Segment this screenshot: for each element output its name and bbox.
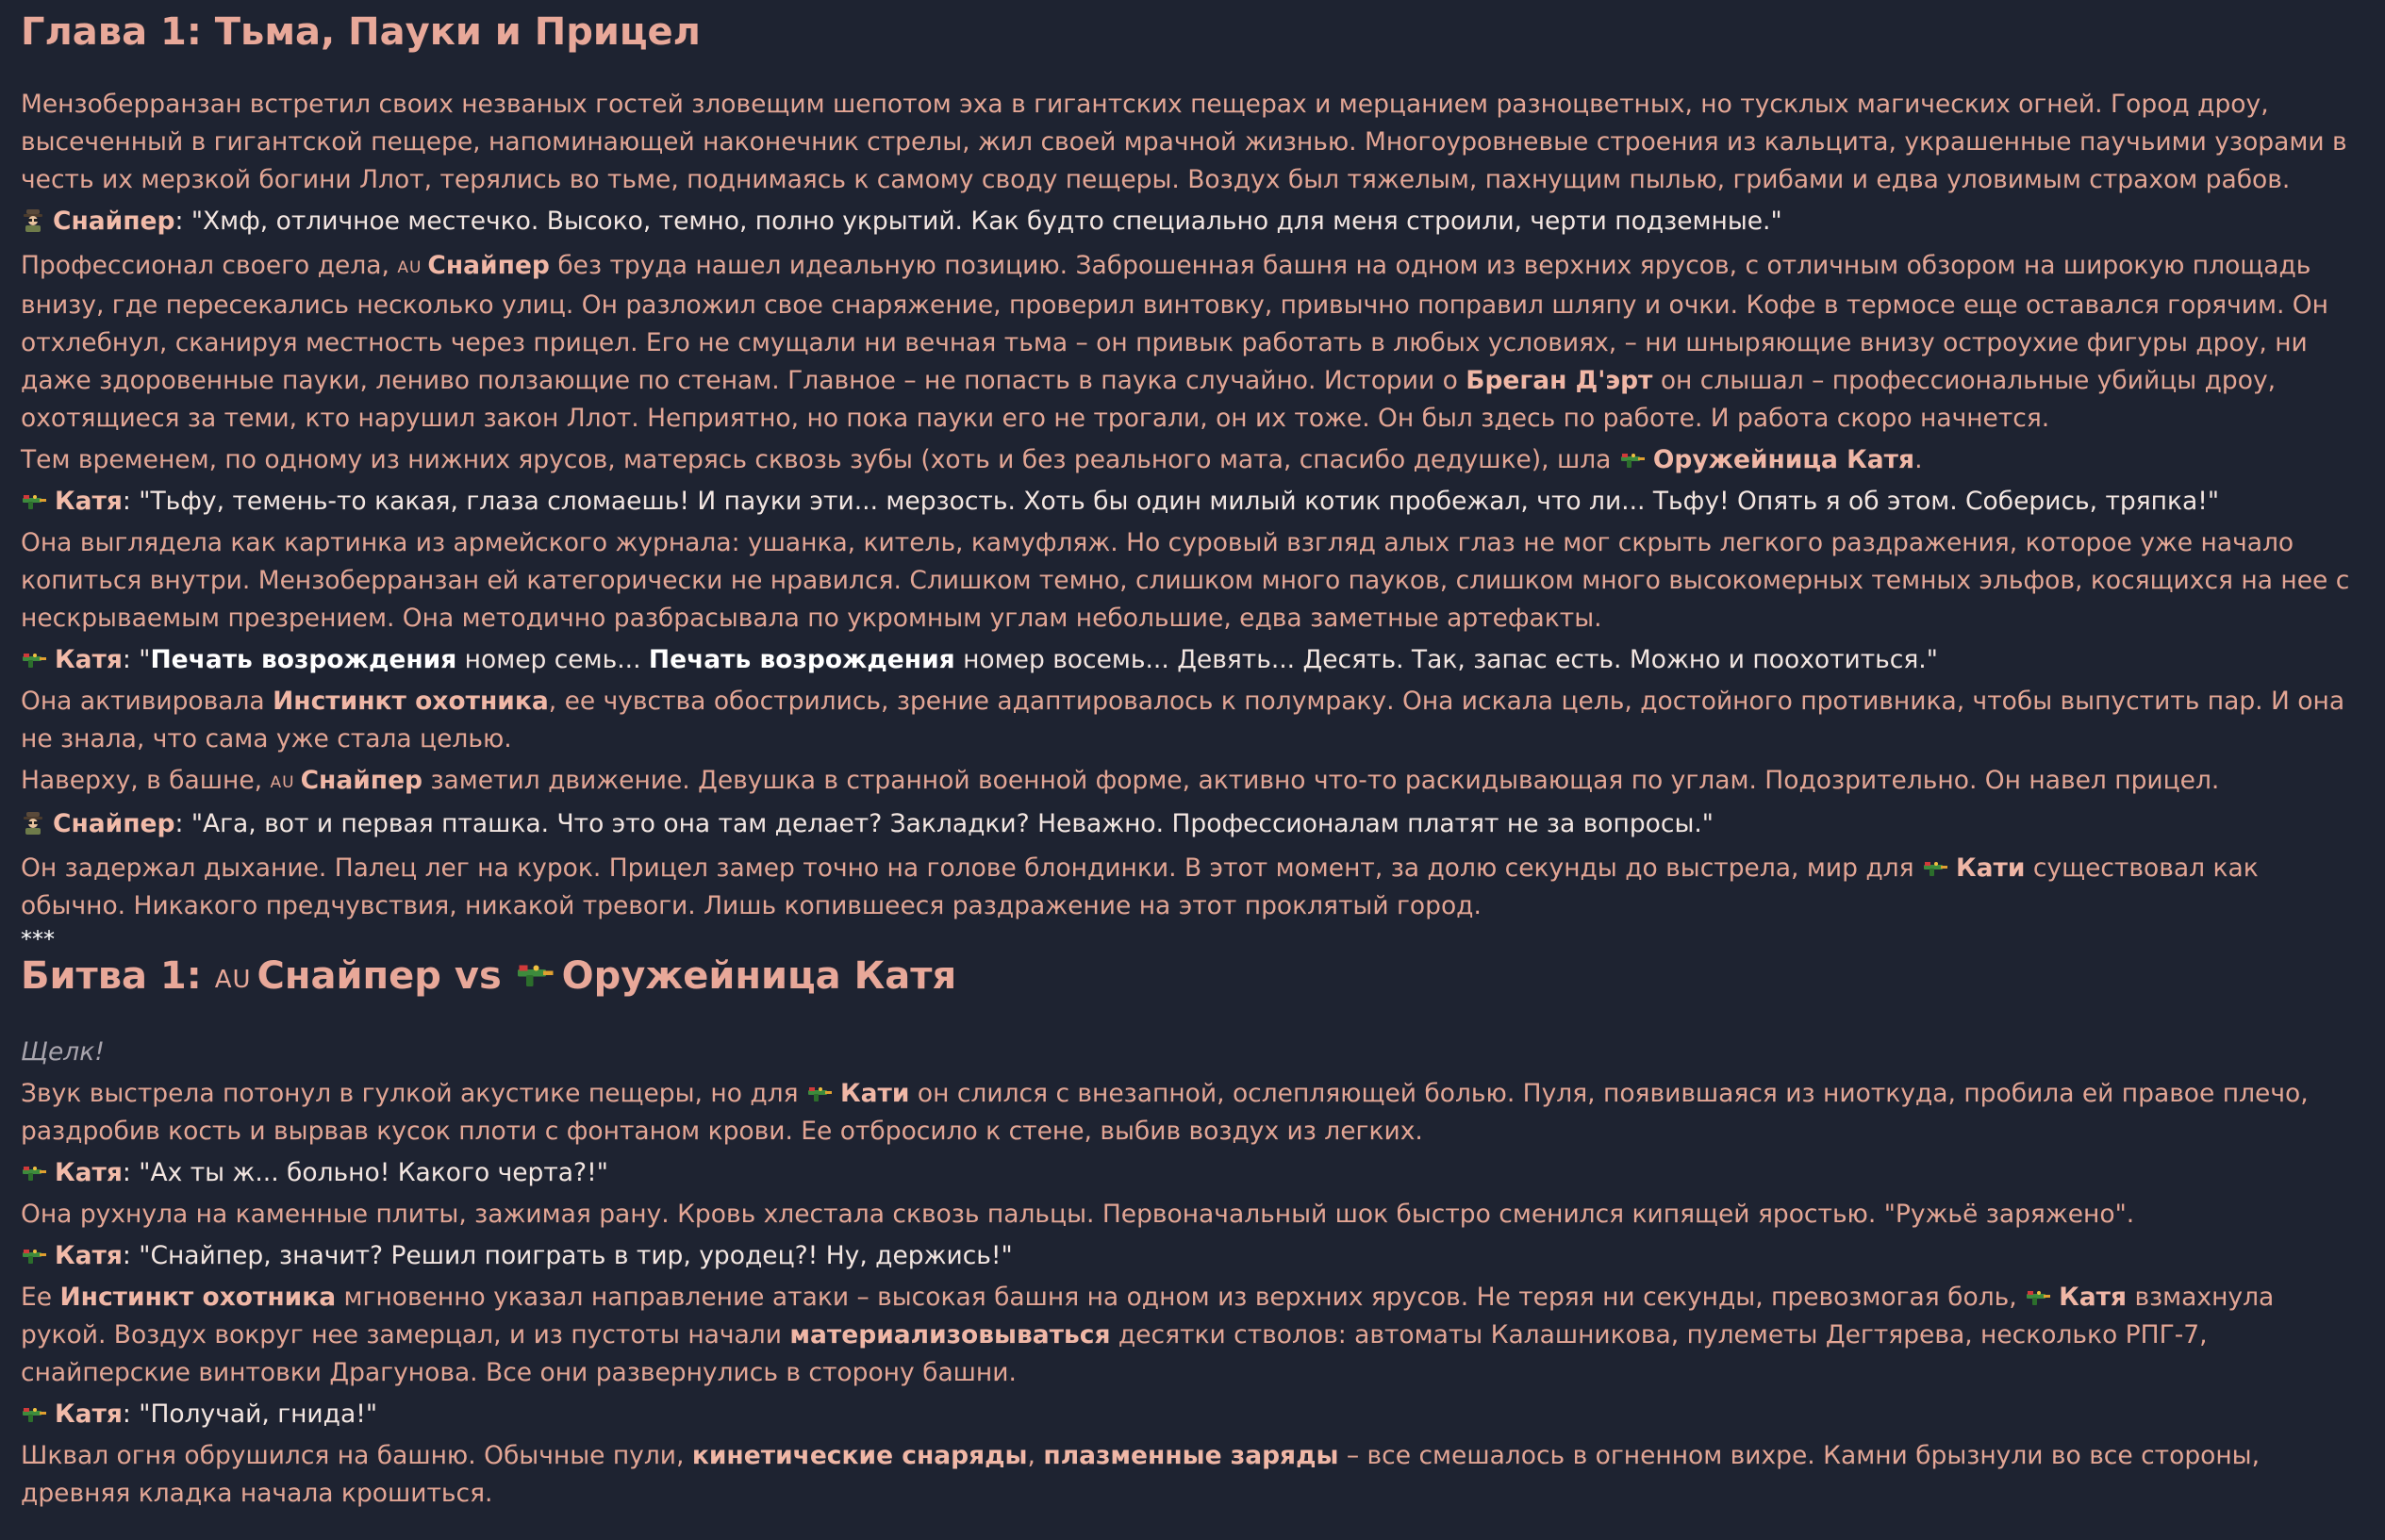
gun-icon bbox=[21, 1404, 47, 1425]
speech-text: : "Тьфу, темень-то какая, глаза сломаешь! И пауки эти... мерзость. Хоть бы один милый котик пробежал, что ли... Тьфу! Опять я об этом. Соберись, тряпка!" bbox=[122, 487, 2220, 516]
faction-name: Бреган Д'эрт bbox=[1466, 366, 1653, 395]
speech-text: : "Получай, гнида!" bbox=[122, 1399, 378, 1429]
character-name: Кати bbox=[1955, 853, 2026, 883]
dialogue-line bbox=[21, 1237, 2364, 1275]
gun-icon bbox=[21, 1163, 47, 1184]
text-span: номер восемь... Девять... Десять. Так, запас есть. Можно и поохотиться." bbox=[954, 645, 1938, 674]
speech-text: : "Ага, вот и первая пташка. Что это она там делает? Закладки? Неважно. Профессионалам платят не за вопросы." bbox=[174, 809, 1714, 838]
text-span: . bbox=[1914, 445, 1923, 474]
paragraph: Мензоберранзан встретил своих незваных гостей зловещим шепотом эха в гигантских пещерах и мерцанием разноцветных, но тусклых магических огней. Город дроу, высеченный в гигантской пещере, напоминающей наконечник стрелы, жил своей мрачной жизнью. Многоуровневые строения из кальцита, украшенные паучьими узорами в честь их мерзкой богини Ллот, терялись во тьме, поднимаясь к самому своду пещеры. Воздух был тяжелым, пахнущим пылью, грибами и едва уловимым страхом рабов. bbox=[21, 90, 2347, 194]
gun-icon bbox=[21, 650, 47, 671]
dialogue-line bbox=[21, 203, 2364, 243]
speaker-name: Катя bbox=[55, 487, 123, 516]
text-span: , ее чувства обострились, зрение адаптировалось к полумраку. Она искала цель, достойного противника, чтобы выпустить пар. И она не знала, что сама уже стала целью. bbox=[21, 687, 2345, 753]
dialogue-line bbox=[21, 1396, 2364, 1433]
au-badge: AU bbox=[397, 258, 422, 277]
text-span: Шквал огня обрушился на башню. Обычные пули, bbox=[21, 1441, 692, 1470]
keyword: материализовываться bbox=[789, 1320, 1111, 1350]
text-span: заметил движение. Девушка в странной военной форме, активно что-то раскидывающая по углам. Подозрительно. Он навел прицел. bbox=[422, 766, 2220, 795]
chapter-title: Глава 1: Тьма, Пауки и Прицел bbox=[21, 10, 701, 54]
dialogue-line bbox=[21, 1154, 2364, 1192]
text-span: Наверху, в башне, bbox=[21, 766, 271, 795]
battle-title-vs: vs bbox=[440, 954, 515, 998]
dialogue-line bbox=[21, 641, 2364, 679]
text-span: : " bbox=[122, 645, 151, 674]
text-span: Она активировала bbox=[21, 687, 273, 716]
speech-text: : "Ах ты ж... больно! Какого черта?!" bbox=[122, 1158, 608, 1187]
au-badge: AU bbox=[270, 773, 295, 792]
section-divider: *** bbox=[21, 926, 55, 952]
text-span: Звук выстрела потонул в гулкой акустике пещеры, но для bbox=[21, 1079, 806, 1108]
text-span: – все смешалось в огненном вихре. Камни брызнули во все стороны, древняя кладка начала крошиться. bbox=[21, 1441, 2261, 1508]
paragraph bbox=[21, 1279, 2364, 1392]
battle-title-sniper: Снайпер bbox=[257, 954, 441, 998]
gun-icon bbox=[1619, 450, 1646, 471]
text-span: без труда нашел идеальную позицию. Заброшенная башня на одном из верхних ярусов, с отличным обзором на широкую площадь внизу, где пересекались несколько улиц. Он разложил свое снаряжение, проверил винтовку, привычно поправил шляпу и очки. Кофе в термосе еще оставался горячим. Он отхлебнул, сканируя местность через прицел. Его не смущали ни вечная тьма – он привык работать в любых условиях, – ни шныряющие внизу остроухие фигуры дроу, ни даже здоровенные пауки, лениво ползающие по стенам. Главное – не попасть в паука случайно. Истории о bbox=[21, 251, 2328, 395]
gun-icon bbox=[806, 1084, 833, 1104]
text-span: он слышал – профессиональные убийцы дроу, охотящиеся за теми, кто нарушил закон Ллот. Неприятно, но пока пауки его не трогали, он их тоже. Он был здесь по работе. И работа скоро начнется. bbox=[21, 366, 2277, 433]
text-span: , bbox=[1027, 1441, 1044, 1470]
au-badge: AU bbox=[214, 966, 252, 994]
character-name: Кати bbox=[839, 1079, 910, 1108]
paragraph bbox=[21, 850, 2364, 925]
text-span: существовал как обычно. Никакого предчувствия, никакой тревоги. Лишь копившееся раздражение на этот проклятый город. bbox=[21, 853, 2259, 920]
chat-message-content bbox=[0, 9, 2385, 1513]
text-span: десятки стволов: автоматы Калашникова, пулеметы Дегтярева, несколько РПГ-7, снайперские винтовки Драгунова. Все они развернулись в сторону башни. bbox=[21, 1320, 2208, 1387]
text-span: он слился с внезапной, ослепляющей болью. Пуля, появившаяся из ниоткуда, пробила ей правое плечо, раздробив кость и вырвав кусок плоти с фонтаном крови. Ее отбросило к стене, выбив воздух из легких. bbox=[21, 1079, 2309, 1146]
dialogue-line bbox=[21, 483, 2364, 521]
text-span: Он задержал дыхание. Палец лег на курок. Прицел замер точно на голове блондинки. В этот момент, за долю секунды до выстрела, мир для bbox=[21, 853, 1922, 883]
speaker-name: Снайпер bbox=[53, 809, 175, 838]
gun-icon bbox=[1922, 858, 1948, 879]
character-name: Оружейница Катя bbox=[1652, 445, 1915, 474]
skill-name: Инстинкт охотника bbox=[273, 687, 549, 716]
sniper-avatar-icon bbox=[21, 808, 45, 846]
paragraph bbox=[21, 1075, 2364, 1151]
character-name: Катя bbox=[2059, 1283, 2128, 1312]
paragraph bbox=[21, 762, 2364, 802]
keyword: кинетические снаряды bbox=[691, 1441, 1028, 1470]
item-name: Печать возрождения bbox=[648, 645, 955, 674]
item-name: Печать возрождения bbox=[150, 645, 457, 674]
paragraph bbox=[21, 247, 2364, 438]
speech-text: : "Снайпер, значит? Решил поиграть в тир, уродец?! Ну, держись!" bbox=[122, 1241, 1013, 1270]
battle-title bbox=[21, 953, 2364, 1002]
paragraph: Она выглядела как картинка из армейского журнала: ушанка, китель, камуфляж. Но суровый взгляд алых глаз не мог скрыть легкого раздражения, которое уже начало копиться внутри. Мензоберранзан ей категорически не нравился. Слишком темно, слишком много пауков, слишком много высокомерных темных эльфов, косящихся на нее с нескрываемым презрением. Она методично разбрасывала по укромным углам небольшие, едва заметные артефакты. bbox=[21, 528, 2350, 633]
gun-icon bbox=[21, 1246, 47, 1267]
text-span: мгновенно указал направление атаки – высокая башня на одном из верхних ярусов. Не теряя ни секунды, превозмогая боль, bbox=[336, 1283, 2026, 1312]
text-span: номер семь... bbox=[456, 645, 649, 674]
gun-icon bbox=[2025, 1287, 2051, 1308]
character-name: Снайпер bbox=[427, 251, 550, 280]
battle-title-katya: Оружейница Катя bbox=[561, 954, 957, 998]
gun-icon bbox=[515, 959, 555, 991]
speaker-name: Катя bbox=[55, 1158, 123, 1187]
paragraph bbox=[21, 683, 2364, 758]
speech-text: : "Хмф, отличное местечко. Высоко, темно, полно укрытий. Как будто специально для меня строили, черти подземные." bbox=[174, 207, 1782, 236]
speaker-name: Снайпер bbox=[53, 207, 175, 236]
character-name: Снайпер bbox=[300, 766, 423, 795]
skill-name: Инстинкт охотника bbox=[59, 1283, 337, 1312]
paragraph bbox=[21, 441, 2364, 479]
sniper-avatar-icon bbox=[21, 206, 45, 243]
battle-title-prefix: Битва 1: bbox=[21, 954, 215, 998]
paragraph: Она рухнула на каменные плиты, зажимая рану. Кровь хлестала сквозь пальцы. Первоначальный шок быстро сменился кипящей яростью. "Ружьё заряжено". bbox=[21, 1200, 2135, 1229]
speaker-name: Катя bbox=[55, 645, 123, 674]
speech-text bbox=[123, 645, 1938, 674]
speaker-name: Катя bbox=[55, 1399, 123, 1429]
speaker-name: Катя bbox=[55, 1241, 123, 1270]
text-span: Профессионал своего дела, bbox=[21, 251, 398, 280]
text-span: взмахнула рукой. Воздух вокруг нее замерцал, и из пустоты начали bbox=[21, 1283, 2275, 1350]
gun-icon bbox=[21, 491, 47, 512]
sound-effect: Щелк! bbox=[21, 1037, 105, 1067]
keyword: плазменные заряды bbox=[1043, 1441, 1339, 1470]
paragraph bbox=[21, 1437, 2364, 1513]
text-span: Тем временем, по одному из нижних ярусов, матерясь сквозь зубы (хоть и без реального мата, спасибо дедушке), шла bbox=[21, 445, 1619, 474]
text-span: Ее bbox=[21, 1283, 60, 1312]
dialogue-line bbox=[21, 805, 2364, 846]
